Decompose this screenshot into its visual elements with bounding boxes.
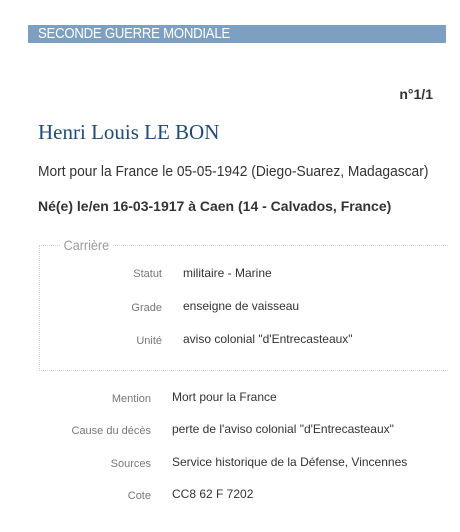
career-label-statut: Statut: [133, 268, 162, 280]
section-title: SECONDE GUERRE MONDIALE: [38, 25, 230, 42]
career-legend: Carrière: [60, 237, 113, 253]
detail-value-cote: CC8 62 F 7202: [172, 487, 254, 501]
detail-label-mention: Mention: [111, 393, 151, 405]
detail-value-cause: perte de l'aviso colonial "d'Entrecasteaux": [172, 422, 394, 436]
record-counter: n°1/1: [399, 86, 433, 102]
detail-label-cause: Cause du décès: [71, 425, 151, 437]
section-banner: [28, 25, 446, 43]
birth-info: Né(e) le/en 16-03-1917 à Caen (14 - Calvados, France): [38, 198, 392, 214]
detail-label-cote: Cote: [127, 490, 151, 502]
career-value-statut: militaire - Marine: [183, 266, 272, 280]
career-value-grade: enseigne de vaisseau: [183, 299, 300, 313]
career-value-unite: aviso colonial "d'Entrecasteaux": [183, 332, 353, 346]
person-name: Henri Louis LE BON: [38, 120, 220, 144]
career-fieldset: [39, 237, 448, 371]
detail-label-sources: Sources: [110, 458, 151, 470]
detail-value-sources: Service historique de la Défense, Vincennes: [172, 455, 408, 469]
career-label-grade: Grade: [131, 302, 162, 314]
detail-value-mention: Mort pour la France: [172, 390, 277, 404]
death-info: Mort pour la France le 05-05-1942 (Diego-Suarez, Madagascar): [38, 163, 429, 180]
career-label-unite: Unité: [136, 335, 162, 347]
